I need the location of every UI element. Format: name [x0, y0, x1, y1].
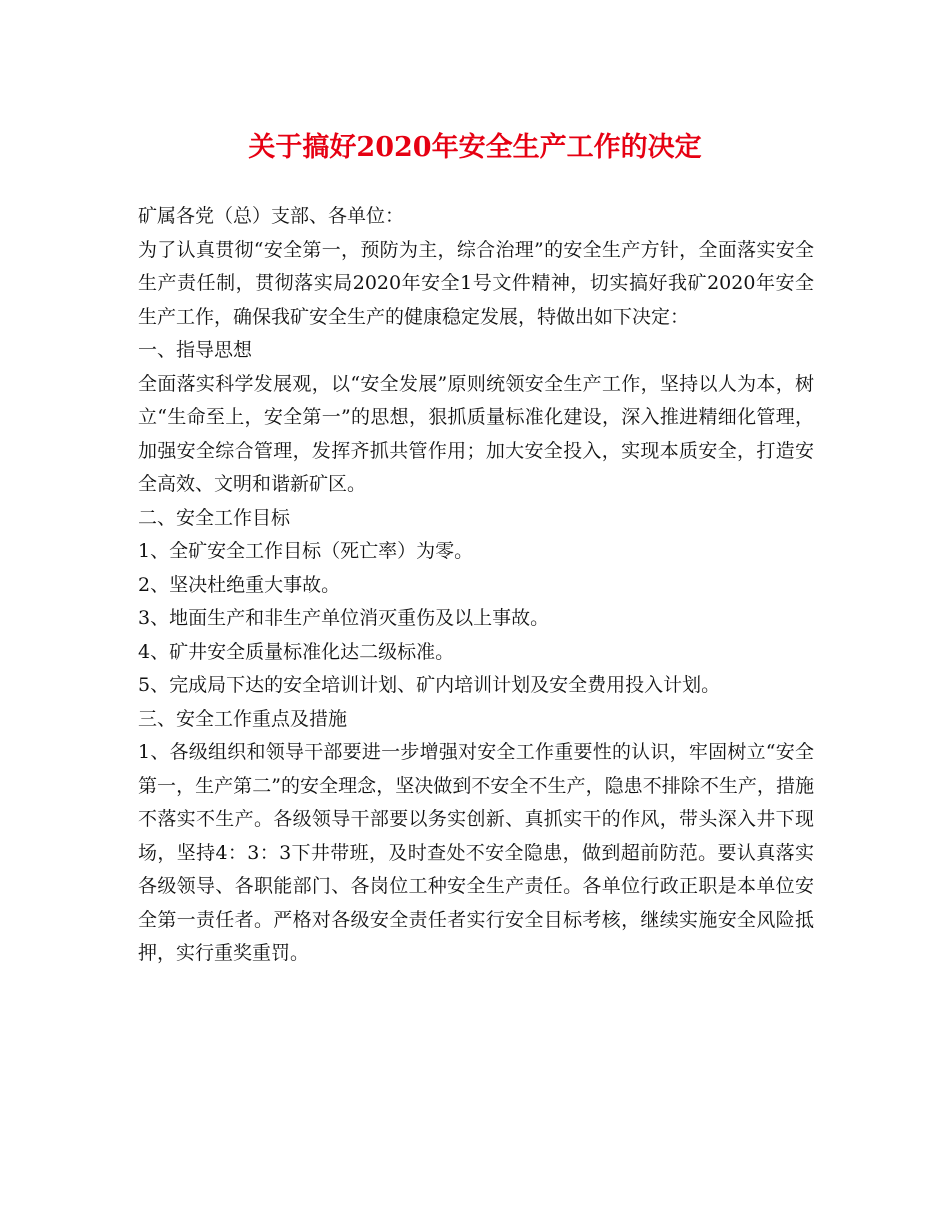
section-heading-guiding-ideology: 一、指导思想 [138, 339, 253, 361]
measure-item: 1、各级组织和领导干部要进一步增强对安全工作重要性的认识，牢固树立“安全第一，生产第二”的安全理念，坚决做到不安全不生产，隐患不排除不生产，措施不落实不生产。各级领导干部要以务实创新、真抓实干的作风，带头深入井下现场，坚持4：3：3下井带班，及时查处不安全隐患，做到超前防范。要认真落实各级领导、各职能部门、各岗位工种安全生产责任。各单位行政正职是本单位安全第一责任者。严格对各级安全责任者实行安全目标考核，继续实施安全风险抵押，实行重奖重罚。 [138, 741, 814, 964]
safety-goal-item: 2、坚决杜绝重大事故。 [138, 573, 341, 596]
section-heading-key-measures: 三、安全工作重点及措施 [138, 707, 348, 730]
section-heading-safety-goals: 二、安全工作目标 [138, 506, 291, 529]
intro-paragraph: 为了认真贯彻“安全第一，预防为主，综合治理”的安全生产方针，全面落实安全生产责任制，贯彻落实局2020年安全1号文件精神，切实搞好我矿2020年安全生产工作，确保我矿安全生产的健康稳定发展，特做出如下决定： [138, 238, 814, 328]
safety-goal-item: 5、完成局下达的安全培训计划、矿内培训计划及安全费用投入计划。 [138, 674, 721, 696]
safety-goal-item: 1、全矿安全工作目标（死亡率）为零。 [138, 540, 474, 562]
safety-goal-item: 3、地面生产和非生产单位消灭重伤及以上事故。 [138, 607, 550, 629]
salutation: 矿属各党（总）支部、各单位： [138, 205, 405, 227]
safety-goal-item: 4、矿井安全质量标准化达二级标准。 [138, 640, 455, 663]
document-title: 关于搞好2020年安全生产工作的决定 [248, 132, 702, 163]
section-paragraph-guiding-ideology: 全面落实科学发展观，以“安全发展”原则统领安全生产工作，坚持以人为本，树立“生命至上，安全第一”的思想，狠抓质量标准化建设，深入推进精细化管理，加强安全综合管理，发挥齐抓共管作用；加大安全投入，实现本质安全，打造安全高效、文明和谐新矿区。 [138, 372, 814, 495]
document-body [138, 200, 814, 971]
